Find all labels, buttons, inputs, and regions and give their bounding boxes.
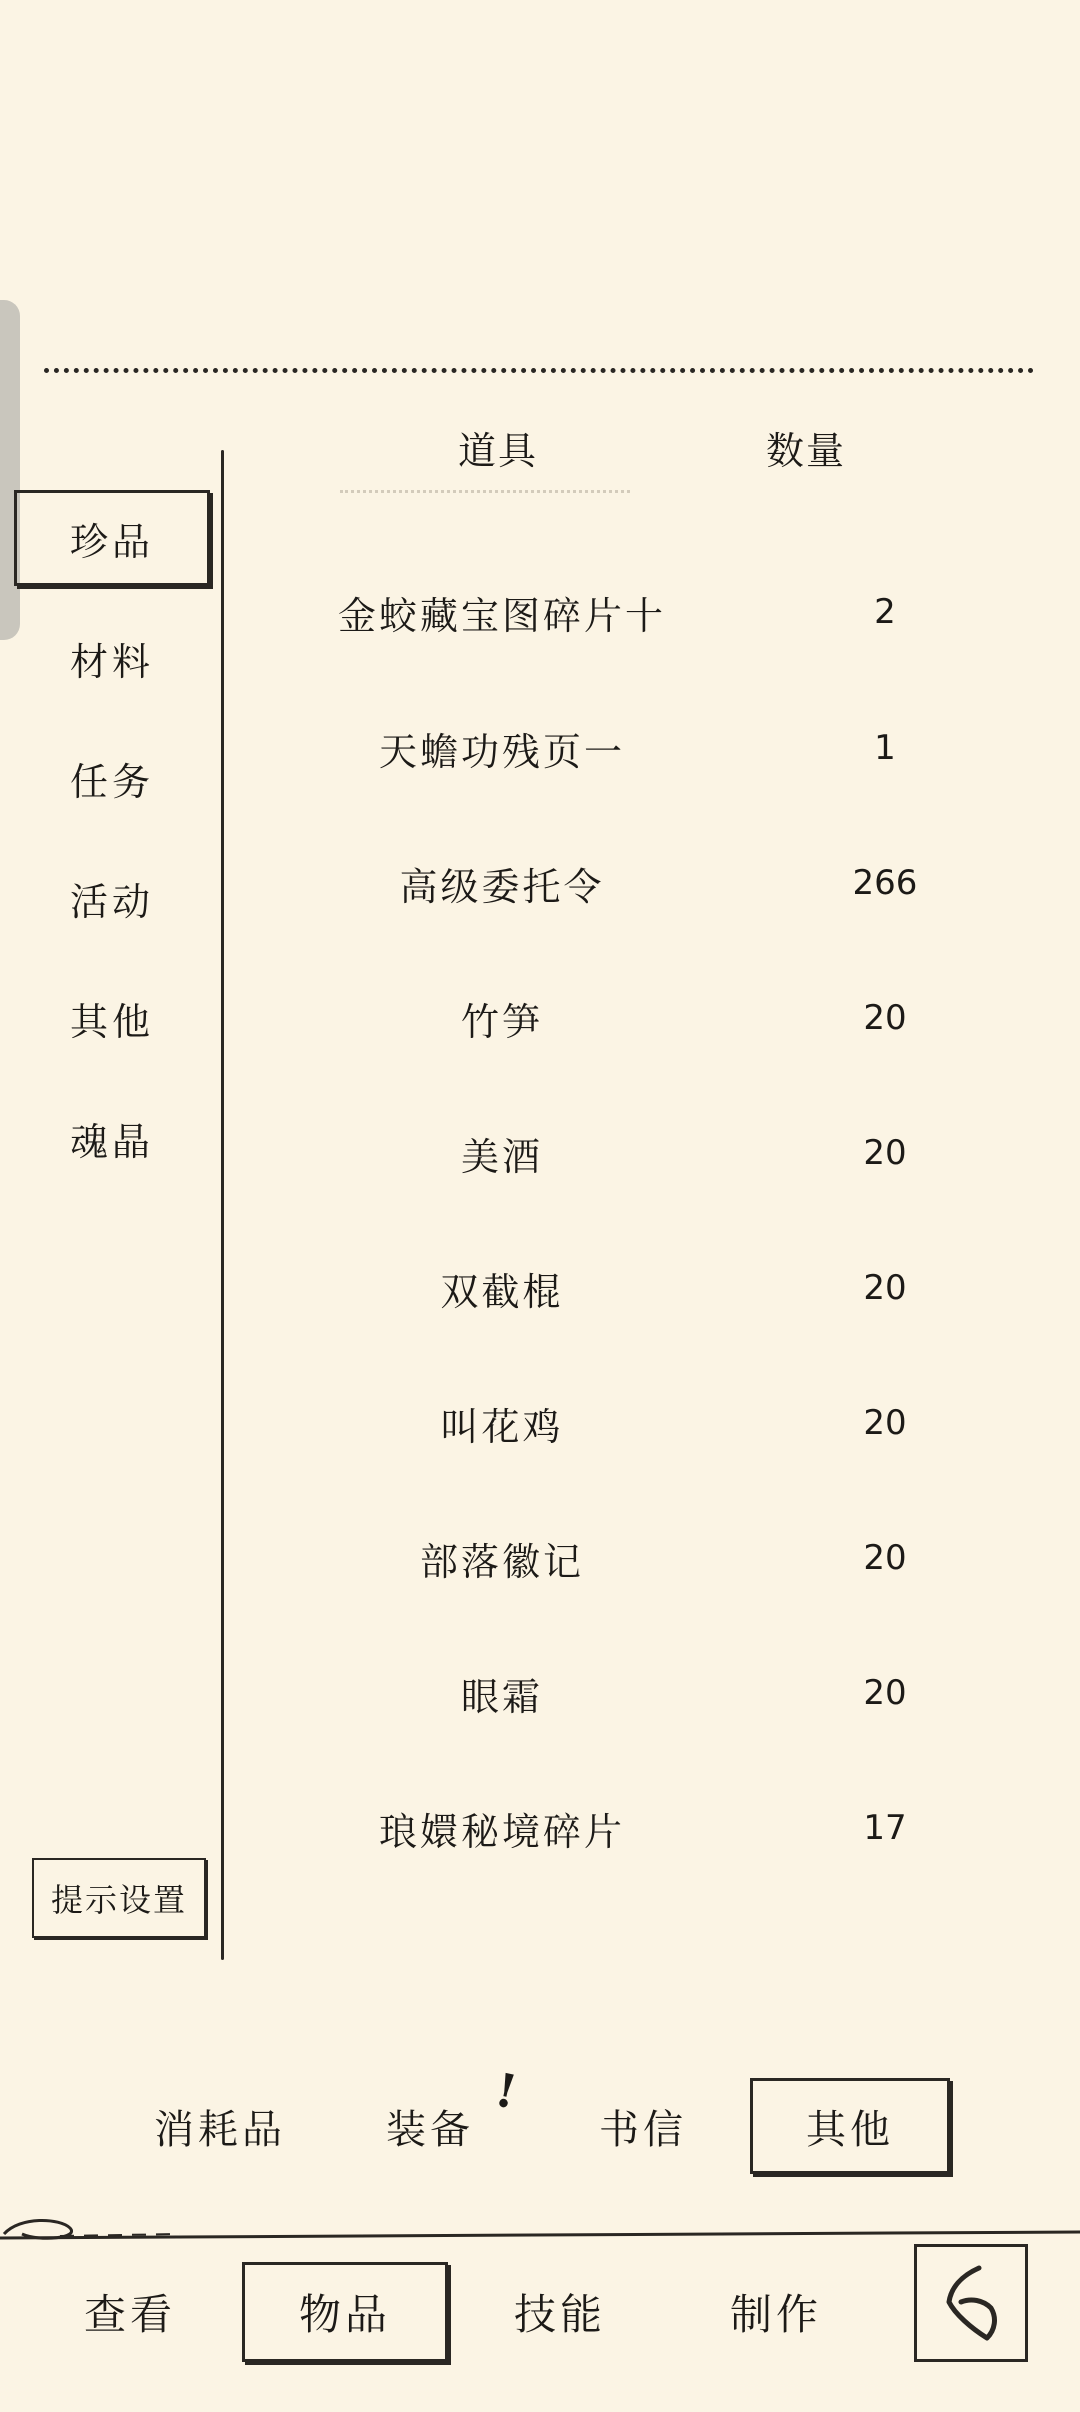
item-row[interactable] [224,1788,1044,1868]
item-row[interactable] [224,843,1044,923]
item-row[interactable] [224,978,1044,1058]
top-dotted-divider [44,368,1034,373]
category-quest[interactable]: 任务 [69,759,154,804]
item-name: 部落徽记 [419,1539,584,1584]
category-event[interactable]: 活动 [69,879,154,924]
item-quantity: 1 [874,728,896,768]
back-arrow-icon [931,2258,1011,2348]
item-quantity: 20 [863,1538,907,1578]
item-quantity: 2 [874,592,896,632]
item-row[interactable] [224,572,1044,652]
item-name: 琅嬛秘境碎片 [378,1809,625,1854]
item-row[interactable] [224,1113,1044,1193]
item-name: 叫花鸡 [440,1404,564,1449]
column-header-item: 道具 [458,429,539,473]
item-quantity: 17 [863,1808,907,1848]
header-underline [340,490,630,499]
item-name: 美酒 [460,1134,543,1179]
nav-view[interactable]: 查看 [83,2290,176,2339]
nav-crafting[interactable]: 制作 [729,2290,822,2339]
tab-letters[interactable]: 书信 [599,2106,687,2153]
item-row[interactable] [224,1653,1044,1733]
item-name: 竹笋 [460,999,543,1044]
item-quantity: 20 [863,1673,907,1713]
item-row[interactable] [224,1248,1044,1328]
nav-items[interactable]: 物品 [242,2262,448,2362]
item-name: 金蛟藏宝图碎片十 [337,593,666,638]
category-other[interactable]: 其他 [69,999,154,1044]
item-name: 双截棍 [440,1269,564,1314]
item-quantity: 20 [863,1403,907,1443]
tab-consumables[interactable]: 消耗品 [154,2106,286,2153]
back-button[interactable] [914,2244,1028,2362]
sidebar-divider [221,450,224,1960]
item-quantity: 20 [863,1133,907,1173]
item-name: 天蟾功残页一 [378,729,625,774]
item-name: 高级委托令 [399,864,605,909]
item-quantity: 266 [852,863,918,903]
tab-equipment[interactable]: 装备 [386,2106,474,2153]
item-row[interactable] [224,1383,1044,1463]
category-precious[interactable]: 珍品 [14,490,210,586]
tab-other[interactable]: 其他 [750,2078,950,2174]
new-alert-mark: ! [490,2062,522,2120]
nav-skills[interactable]: 技能 [513,2290,606,2339]
edge-pull-handle[interactable] [0,300,20,640]
item-row[interactable] [224,708,1044,788]
item-row[interactable] [224,1518,1044,1598]
category-materials[interactable]: 材料 [69,639,154,684]
column-header-quantity: 数量 [766,429,847,473]
category-soul-crystal[interactable]: 魂晶 [69,1119,154,1164]
item-name: 眼霜 [460,1674,543,1719]
item-quantity: 20 [863,998,907,1038]
brush-divider [0,2208,1080,2248]
hint-settings-button[interactable]: 提示设置 [32,1858,206,1938]
item-quantity: 20 [863,1268,907,1308]
